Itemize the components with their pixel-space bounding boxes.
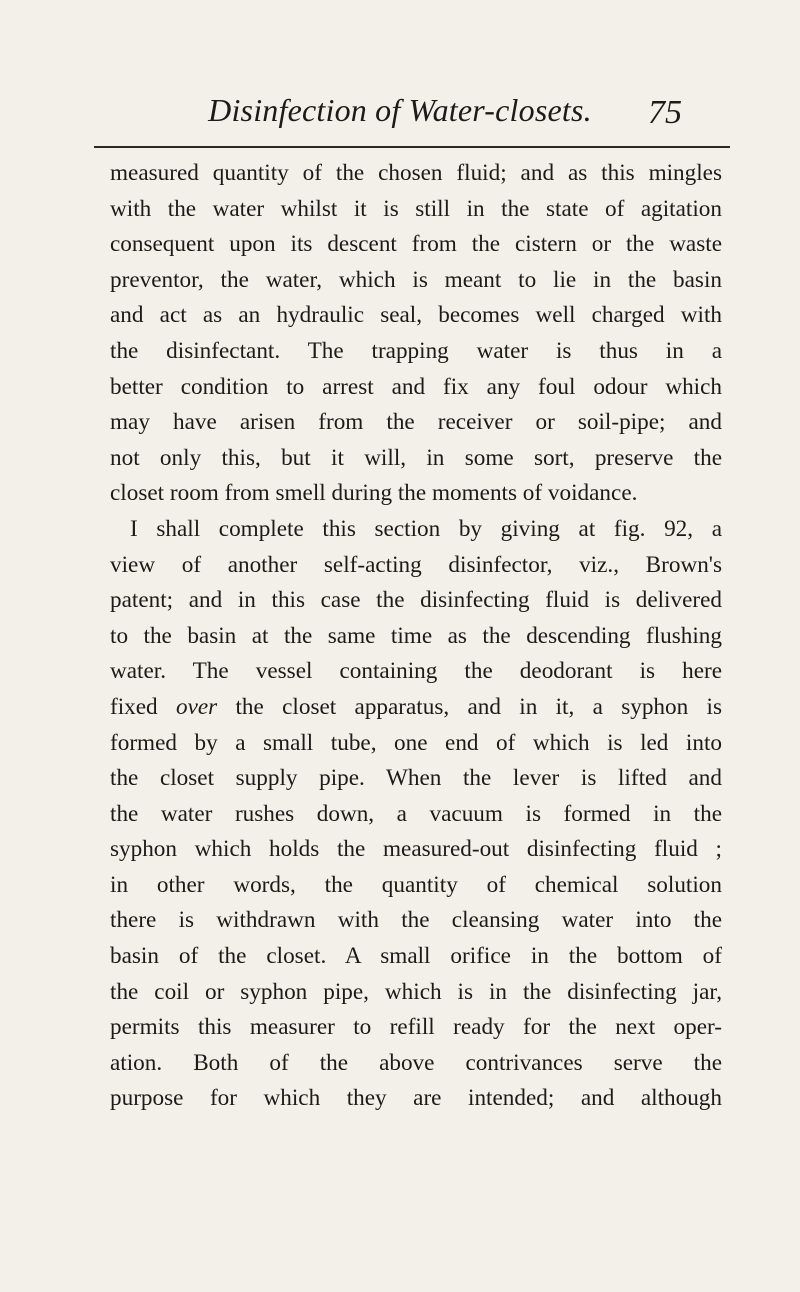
text-line: the water rushes down, a vacuum is formed in the — [110, 800, 722, 827]
text-line: consequent upon its descent from the cistern or the waste — [110, 231, 722, 258]
text-segment: the closet apparatus, and in it, a syphon is — [217, 693, 722, 720]
text-line: the coil or syphon pipe, which is in the disinfecting jar, — [110, 978, 722, 1005]
chapter-title: Disinfection of Water-closets. — [208, 92, 592, 128]
text-line: basin of the closet. A small orifice in the bottom of — [110, 943, 722, 970]
text-line: in other words, the quantity of chemical solution — [110, 871, 722, 898]
text-line: with the water whilst it is still in the state of agitation — [110, 195, 722, 222]
text-line: I shall complete this section by giving at fig. 92, a — [130, 515, 722, 542]
body-text — [110, 156, 722, 1117]
text-line: formed by a small tube, one end of which is led into — [110, 729, 722, 756]
text-line: purpose for which they are intended; and although — [110, 1085, 722, 1112]
text-line: there is withdrawn with the cleansing water into the — [110, 907, 722, 934]
text-line: ation. Both of the above contrivances serve the — [110, 1049, 722, 1076]
text-line: the disinfectant. The trapping water is thus in a — [110, 337, 722, 364]
text-line: better condition to arrest and fix any foul odour which — [110, 373, 722, 400]
text-line: to the basin at the same time as the descending flushing — [110, 622, 722, 649]
text-line: syphon which holds the measured-out disinfecting fluid ; — [110, 836, 722, 863]
text-line: may have arisen from the receiver or soil-pipe; and — [110, 409, 722, 436]
page-number: 75 — [648, 94, 682, 131]
header-rule — [94, 146, 730, 148]
text-line: the closet supply pipe. When the lever is lifted and — [110, 765, 722, 792]
text-line: water. The vessel containing the deodorant is here — [110, 658, 722, 685]
text-line: closet room from smell during the moments of voidance. — [110, 480, 638, 507]
text-line: measured quantity of the chosen fluid; and as this mingles — [110, 160, 722, 186]
text-segment: fixed — [110, 693, 176, 720]
text-line: not only this, but it will, in some sort, preserve the — [110, 444, 722, 471]
text-line — [110, 690, 722, 726]
text-line: patent; and in this case the disinfecting fluid is delivered — [110, 587, 722, 614]
text-line: and act as an hydraulic seal, becomes well charged with — [110, 302, 722, 329]
text-line: preventor, the water, which is meant to lie in the basin — [110, 266, 722, 293]
running-head — [0, 92, 800, 142]
text-line: view of another self-acting disinfector, viz., Brown's — [110, 551, 722, 578]
text-line: permits this measurer to refill ready for the next oper- — [110, 1014, 722, 1041]
italic-word: over — [175, 693, 218, 720]
